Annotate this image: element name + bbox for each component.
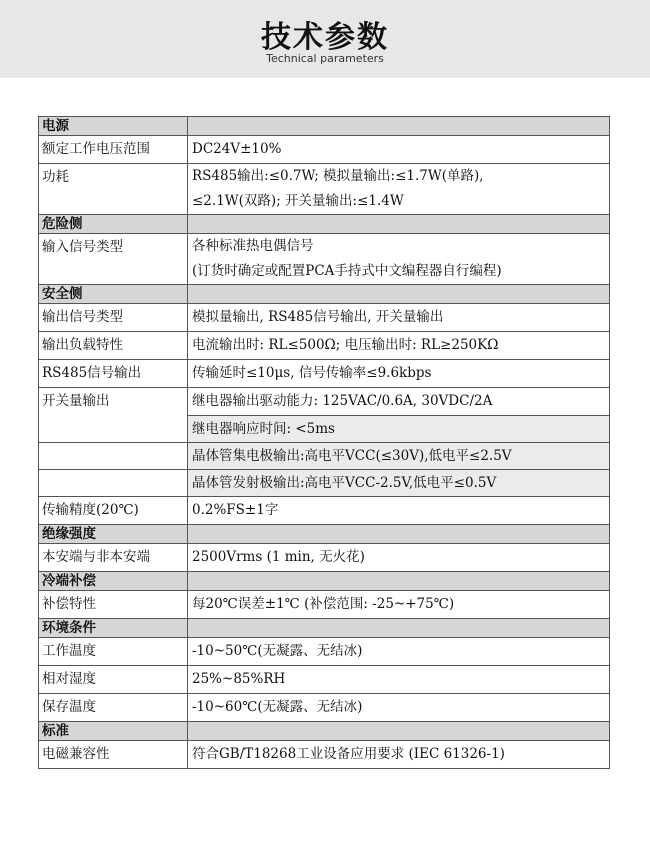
table-row — [39, 666, 610, 694]
table-row — [39, 470, 610, 497]
table-row — [39, 164, 610, 215]
section-label: 安全侧 — [39, 285, 188, 304]
row-label: 开关量输出 — [39, 388, 188, 416]
row-value: 继电器响应时间: <5ms — [188, 416, 610, 443]
table-row — [39, 741, 610, 769]
row-value: 符合GB/T18268工业设备应用要求 (IEC 61326-1) — [188, 741, 610, 769]
table-row — [39, 638, 610, 666]
section-row-hazard — [39, 215, 610, 234]
table-row — [39, 544, 610, 572]
section-row-standard — [39, 722, 610, 741]
section-label: 电源 — [39, 117, 188, 136]
section-row-environment — [39, 619, 610, 638]
table-row — [39, 332, 610, 360]
table-row — [39, 591, 610, 619]
value-line: RS485输出:≤0.7W; 模拟量输出:≤1.7W(单路), — [192, 168, 484, 184]
row-label: 电磁兼容性 — [39, 741, 188, 769]
table-row — [39, 234, 610, 285]
row-value: -10~60℃(无凝露、无结冰) — [188, 694, 610, 722]
section-label: 冷端补偿 — [39, 572, 188, 591]
row-label: 输出信号类型 — [39, 304, 188, 332]
section-row-cold-junction — [39, 572, 610, 591]
table-row — [39, 388, 610, 416]
row-label: 额定工作电压范围 — [39, 136, 188, 164]
section-row-insulation — [39, 525, 610, 544]
table-row — [39, 443, 610, 470]
row-label: 传输精度(20℃) — [39, 497, 188, 525]
row-value: 0.2%FS±1字 — [188, 497, 610, 525]
row-label: 工作温度 — [39, 638, 188, 666]
page-title: 技术参数 — [261, 20, 389, 55]
row-label: 输出负载特性 — [39, 332, 188, 360]
value-line: 各种标准热电偶信号 — [192, 238, 314, 254]
row-value: 传输延时≤10μs, 信号传输率≤9.6kbps — [188, 360, 610, 388]
header-banner — [0, 0, 650, 78]
spec-table — [38, 116, 610, 769]
section-label: 危险侧 — [39, 215, 188, 234]
value-line: ≤2.1W(双路); 开关量输出:≤1.4W — [192, 193, 404, 209]
row-value — [188, 164, 610, 215]
row-value: 2500Vrms (1 min, 无火花) — [188, 544, 610, 572]
table-row — [39, 497, 610, 525]
section-label: 标准 — [39, 722, 188, 741]
row-value: DC24V±10% — [188, 136, 610, 164]
page-subtitle: Technical parameters — [266, 52, 384, 65]
row-value — [188, 234, 610, 285]
value-line: (订货时确定或配置PCA手持式中文编程器自行编程) — [192, 263, 502, 279]
row-label: 补偿特性 — [39, 591, 188, 619]
section-label: 环境条件 — [39, 619, 188, 638]
section-row-power — [39, 117, 610, 136]
row-label: 本安端与非本安端 — [39, 544, 188, 572]
table-row — [39, 416, 610, 443]
row-value: 晶体管发射极输出:高电平VCC-2.5V,低电平≤0.5V — [188, 470, 610, 497]
section-label: 绝缘强度 — [39, 525, 188, 544]
section-row-safe — [39, 285, 610, 304]
row-value: 晶体管集电极输出:高电平VCC(≤30V),低电平≤2.5V — [188, 443, 610, 470]
row-value: 每20℃误差±1℃ (补偿范围: -25~+75℃) — [188, 591, 610, 619]
row-label: 功耗 — [39, 164, 188, 215]
row-value: 25%~85%RH — [188, 666, 610, 694]
row-label: 输入信号类型 — [39, 234, 188, 285]
row-label: 保存温度 — [39, 694, 188, 722]
table-row — [39, 360, 610, 388]
row-label: 相对湿度 — [39, 666, 188, 694]
row-value: 电流输出时: RL≤500Ω; 电压输出时: RL≥250KΩ — [188, 332, 610, 360]
row-value: 模拟量输出, RS485信号输出, 开关量输出 — [188, 304, 610, 332]
table-row — [39, 136, 610, 164]
table-row — [39, 694, 610, 722]
table-row — [39, 304, 610, 332]
row-value: 继电器输出驱动能力: 125VAC/0.6A, 30VDC/2A — [188, 388, 610, 416]
row-value: -10~50℃(无凝露、无结冰) — [188, 638, 610, 666]
row-label: RS485信号输出 — [39, 360, 188, 388]
